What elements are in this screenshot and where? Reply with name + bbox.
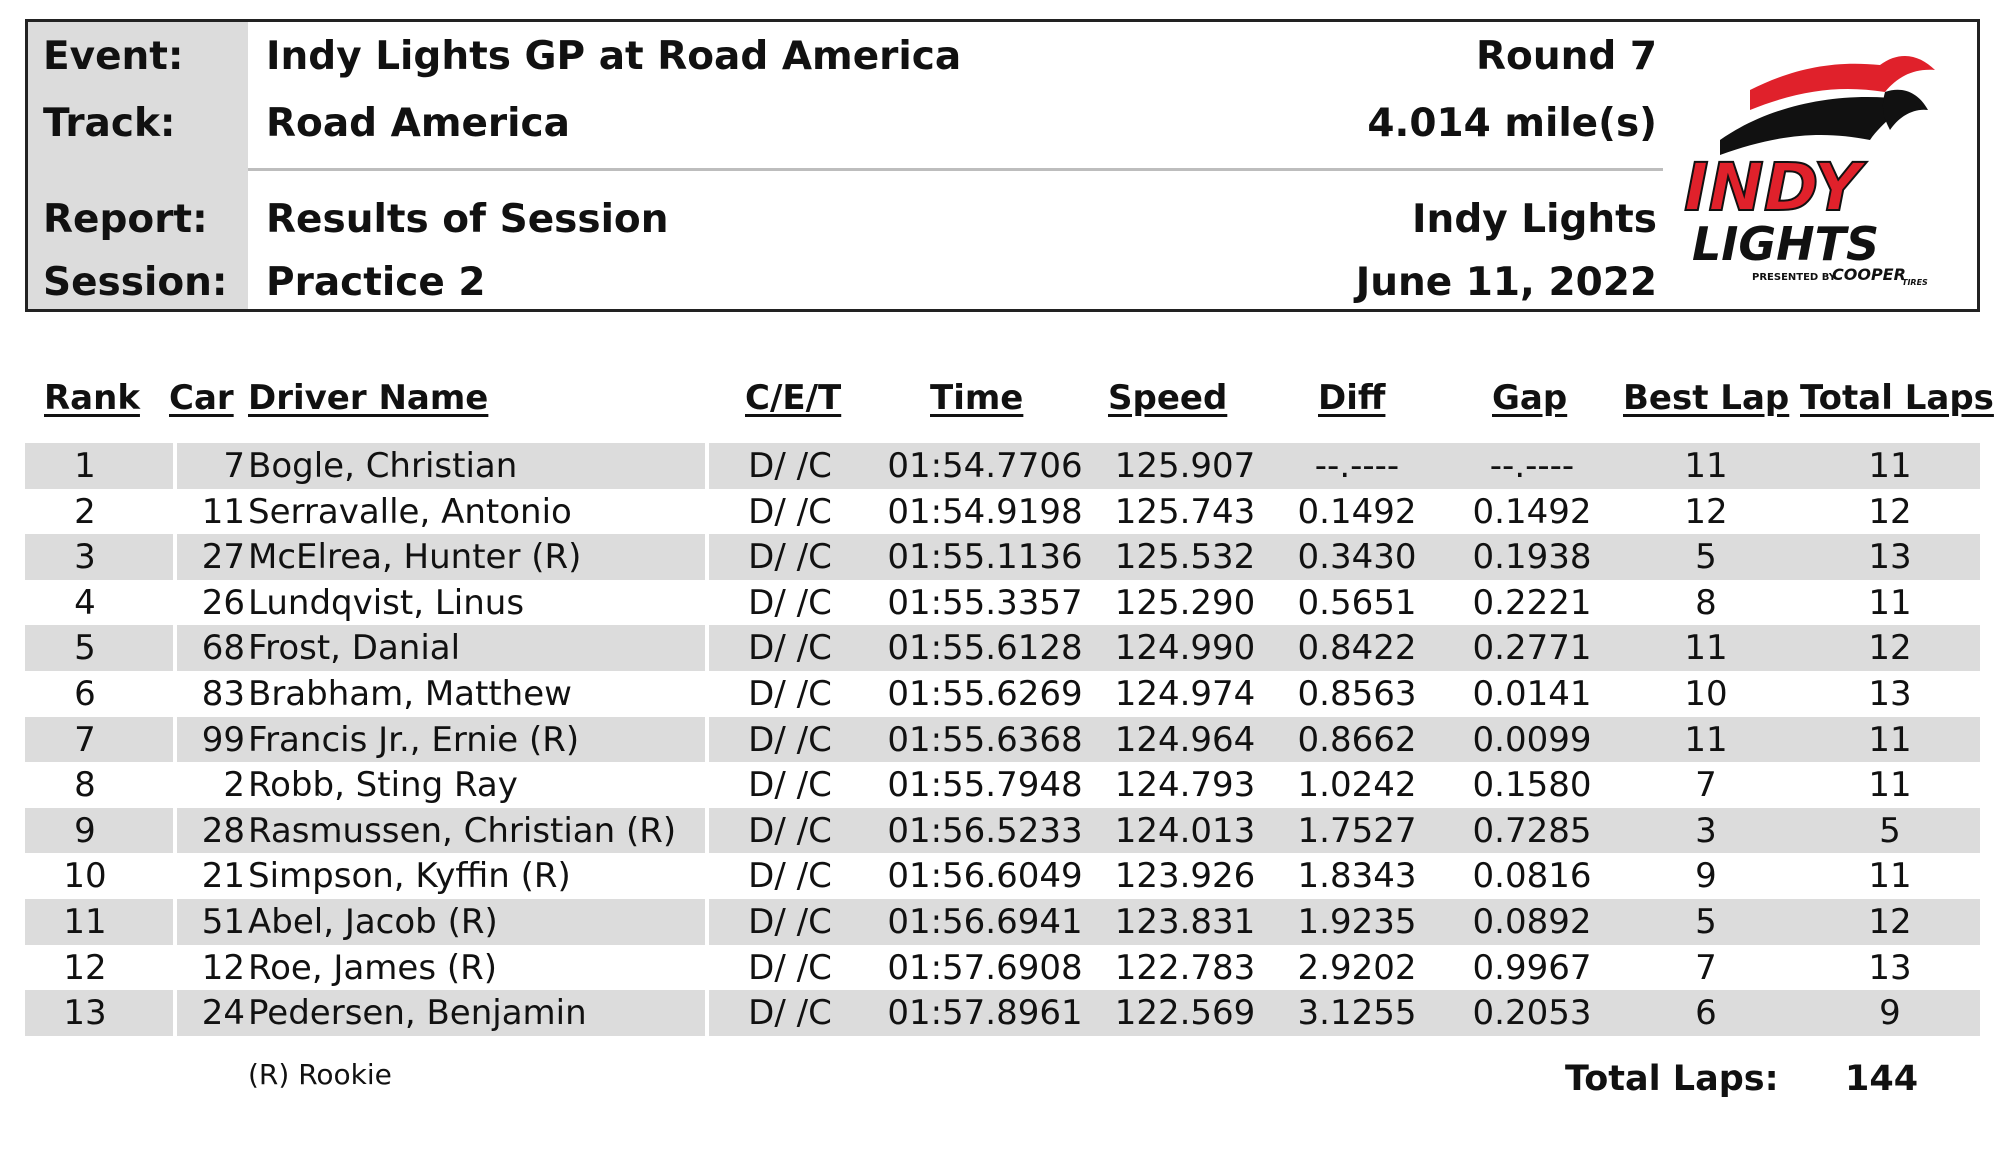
cell-driver: Frost, Danial <box>248 628 461 669</box>
cell-gap: 0.0141 <box>1472 673 1592 714</box>
logo-presented-text: PRESENTED BY <box>1752 272 1837 283</box>
table-row <box>25 443 1980 489</box>
cell-best-lap: 11 <box>1684 719 1728 760</box>
cell-time: 01:55.3357 <box>887 582 1083 623</box>
cell-driver: Serravalle, Antonio <box>248 491 572 532</box>
col-header-car: Car <box>169 378 234 418</box>
cell-speed: 124.013 <box>1114 810 1256 851</box>
cell-diff: 1.9235 <box>1297 901 1417 942</box>
cell-rank: 4 <box>74 582 96 623</box>
logo-sponsor2-text: TIRES <box>1902 278 1928 285</box>
cell-driver: Robb, Sting Ray <box>248 765 518 806</box>
col-header-driver: Driver Name <box>248 378 489 418</box>
cell-speed: 124.793 <box>1114 765 1256 806</box>
track-length: 4.014 mile(s) <box>1367 101 1657 146</box>
cell-time: 01:57.8961 <box>887 993 1083 1034</box>
cell-rank: 6 <box>74 673 96 714</box>
event-label: Event: <box>43 34 184 79</box>
cell-speed: 123.831 <box>1114 901 1256 942</box>
col-header-cet: C/E/T <box>745 378 842 418</box>
cell-driver: Simpson, Kyffin (R) <box>248 856 571 897</box>
col-header-speed: Speed <box>1108 378 1228 418</box>
cell-gap: 0.2221 <box>1472 582 1592 623</box>
col-header-best-lap: Best Lap <box>1623 378 1790 418</box>
cell-speed: 125.743 <box>1114 491 1256 532</box>
cell-car: 12 <box>201 947 245 988</box>
cell-car: 68 <box>201 628 245 669</box>
cell-cet: D/ /C <box>748 947 832 988</box>
cell-driver: Rasmussen, Christian (R) <box>248 810 677 851</box>
report-label: Report: <box>43 197 208 242</box>
cell-total-laps: 11 <box>1868 582 1912 623</box>
cell-time: 01:56.6049 <box>887 856 1083 897</box>
cell-rank: 3 <box>74 537 96 578</box>
table-row <box>25 580 1980 626</box>
cell-rank: 8 <box>74 765 96 806</box>
results-table <box>25 443 1980 1036</box>
cell-diff: 0.3430 <box>1297 537 1417 578</box>
cell-best-lap: 11 <box>1684 446 1728 486</box>
cell-cet: D/ /C <box>748 765 832 806</box>
cell-gap: 0.1492 <box>1472 491 1592 532</box>
cell-cet: D/ /C <box>748 993 832 1034</box>
cell-time: 01:54.7706 <box>887 446 1083 486</box>
table-row <box>25 990 1980 1036</box>
cell-total-laps: 12 <box>1868 628 1912 669</box>
cell-cet: D/ /C <box>748 719 832 760</box>
event-value: Indy Lights GP at Road America <box>266 34 962 79</box>
col-header-total-laps: Total Laps <box>1800 378 1994 418</box>
table-row <box>25 808 1980 854</box>
cell-diff: 0.5651 <box>1297 582 1417 623</box>
cell-car: 27 <box>201 537 245 578</box>
cell-diff: 0.8563 <box>1297 673 1417 714</box>
cell-car: 2 <box>223 765 245 806</box>
cell-diff: 0.8662 <box>1297 719 1417 760</box>
cell-gap: 0.7285 <box>1472 810 1592 851</box>
cell-driver: Roe, James (R) <box>248 947 498 988</box>
cell-car: 99 <box>201 719 245 760</box>
cell-car: 11 <box>201 491 245 532</box>
table-row <box>25 671 1980 717</box>
total-laps-value: 144 <box>1845 1059 1919 1099</box>
logo-lights-text: LIGHTS <box>1692 217 1880 271</box>
cell-speed: 125.290 <box>1114 582 1256 623</box>
cell-gap: 0.1938 <box>1472 537 1592 578</box>
cell-driver: Bogle, Christian <box>248 446 518 486</box>
table-row <box>25 945 1980 991</box>
series-name: Indy Lights <box>1412 197 1657 242</box>
cell-diff: --.---- <box>1314 446 1400 486</box>
cell-cet: D/ /C <box>748 446 832 486</box>
cell-time: 01:57.6908 <box>887 947 1083 988</box>
header-divider <box>248 168 1663 171</box>
cell-best-lap: 7 <box>1695 765 1717 806</box>
cell-time: 01:54.9198 <box>887 491 1083 532</box>
cell-cet: D/ /C <box>748 673 832 714</box>
cell-car: 28 <box>201 810 245 851</box>
cell-driver: Abel, Jacob (R) <box>248 901 498 942</box>
cell-total-laps: 12 <box>1868 491 1912 532</box>
logo-sponsor-text: COOPER <box>1832 265 1906 284</box>
cell-speed: 125.532 <box>1114 537 1256 578</box>
cell-speed: 125.907 <box>1114 446 1256 486</box>
cell-best-lap: 5 <box>1695 537 1717 578</box>
col-header-gap: Gap <box>1492 378 1568 418</box>
cell-best-lap: 9 <box>1695 856 1717 897</box>
cell-rank: 2 <box>74 491 96 532</box>
cell-gap: 0.9967 <box>1472 947 1592 988</box>
cell-total-laps: 13 <box>1868 537 1912 578</box>
session-value: Practice 2 <box>266 260 486 305</box>
table-row <box>25 899 1980 945</box>
cell-speed: 124.964 <box>1114 719 1256 760</box>
cell-best-lap: 8 <box>1695 582 1717 623</box>
cell-best-lap: 6 <box>1695 993 1717 1034</box>
cell-gap: 0.0099 <box>1472 719 1592 760</box>
cell-car: 7 <box>223 446 245 486</box>
col-header-time: Time <box>930 378 1024 418</box>
cell-time: 01:55.1136 <box>887 537 1083 578</box>
cell-rank: 11 <box>63 901 107 942</box>
cell-diff: 0.8422 <box>1297 628 1417 669</box>
indy-lights-logo-graphic <box>1680 30 1950 285</box>
cell-rank: 7 <box>74 719 96 760</box>
cell-total-laps: 11 <box>1868 446 1912 486</box>
cell-car: 24 <box>201 993 245 1034</box>
session-date: June 11, 2022 <box>1355 260 1657 305</box>
session-label: Session: <box>43 260 228 305</box>
cell-cet: D/ /C <box>748 901 832 942</box>
cell-car: 26 <box>201 582 245 623</box>
cell-driver: Brabham, Matthew <box>248 673 572 714</box>
cell-time: 01:56.5233 <box>887 810 1083 851</box>
cell-total-laps: 11 <box>1868 719 1912 760</box>
cell-cet: D/ /C <box>748 537 832 578</box>
cell-time: 01:55.6128 <box>887 628 1083 669</box>
cell-time: 01:55.7948 <box>887 765 1083 806</box>
cell-driver: Pedersen, Benjamin <box>248 993 587 1034</box>
cell-total-laps: 11 <box>1868 856 1912 897</box>
cell-driver: McElrea, Hunter (R) <box>248 537 582 578</box>
cell-speed: 122.569 <box>1114 993 1256 1034</box>
logo-indy-text: INDY <box>1684 149 1862 226</box>
cell-driver: Francis Jr., Ernie (R) <box>248 719 580 760</box>
cell-cet: D/ /C <box>748 810 832 851</box>
cell-gap: 0.2771 <box>1472 628 1592 669</box>
cell-cet: D/ /C <box>748 582 832 623</box>
cell-driver: Lundqvist, Linus <box>248 582 525 623</box>
cell-best-lap: 7 <box>1695 947 1717 988</box>
table-row <box>25 717 1980 763</box>
cell-best-lap: 5 <box>1695 901 1717 942</box>
cell-gap: 0.0892 <box>1472 901 1592 942</box>
table-row <box>25 853 1980 899</box>
cell-speed: 124.990 <box>1114 628 1256 669</box>
cell-total-laps: 13 <box>1868 673 1912 714</box>
report-value: Results of Session <box>266 197 669 242</box>
track-value: Road America <box>266 101 570 146</box>
cell-rank: 13 <box>63 993 107 1034</box>
cell-speed: 124.974 <box>1114 673 1256 714</box>
cell-rank: 1 <box>74 446 96 486</box>
cell-rank: 12 <box>63 947 107 988</box>
table-row <box>25 534 1980 580</box>
table-row <box>25 762 1980 808</box>
cell-time: 01:55.6368 <box>887 719 1083 760</box>
cell-car: 83 <box>201 673 245 714</box>
cell-total-laps: 5 <box>1879 810 1901 851</box>
round-value: Round 7 <box>1476 34 1657 79</box>
track-label: Track: <box>43 101 176 146</box>
cell-diff: 2.9202 <box>1297 947 1417 988</box>
cell-rank: 10 <box>63 856 107 897</box>
cell-diff: 0.1492 <box>1297 491 1417 532</box>
table-row <box>25 625 1980 671</box>
cell-best-lap: 3 <box>1695 810 1717 851</box>
cell-car: 21 <box>201 856 245 897</box>
total-laps-label: Total Laps: <box>1565 1059 1779 1099</box>
cell-cet: D/ /C <box>748 491 832 532</box>
cell-time: 01:56.6941 <box>887 901 1083 942</box>
rookie-note: (R) Rookie <box>248 1058 392 1091</box>
cell-gap: --.---- <box>1489 446 1575 486</box>
cell-diff: 3.1255 <box>1297 993 1417 1034</box>
cell-rank: 9 <box>74 810 96 851</box>
cell-speed: 122.783 <box>1114 947 1256 988</box>
table-row <box>25 489 1980 535</box>
cell-total-laps: 13 <box>1868 947 1912 988</box>
cell-speed: 123.926 <box>1114 856 1256 897</box>
cell-total-laps: 11 <box>1868 765 1912 806</box>
cell-diff: 1.7527 <box>1297 810 1417 851</box>
cell-best-lap: 11 <box>1684 628 1728 669</box>
cell-gap: 0.0816 <box>1472 856 1592 897</box>
cell-cet: D/ /C <box>748 856 832 897</box>
col-header-diff: Diff <box>1318 378 1386 418</box>
cell-car: 51 <box>201 901 245 942</box>
col-header-rank: Rank <box>44 378 140 418</box>
cell-rank: 5 <box>74 628 96 669</box>
cell-total-laps: 9 <box>1879 993 1901 1034</box>
cell-cet: D/ /C <box>748 628 832 669</box>
cell-diff: 1.0242 <box>1297 765 1417 806</box>
cell-best-lap: 12 <box>1684 491 1728 532</box>
cell-gap: 0.1580 <box>1472 765 1592 806</box>
cell-time: 01:55.6269 <box>887 673 1083 714</box>
cell-diff: 1.8343 <box>1297 856 1417 897</box>
cell-best-lap: 10 <box>1684 673 1728 714</box>
cell-gap: 0.2053 <box>1472 993 1592 1034</box>
indy-lights-logo <box>1680 30 1950 285</box>
cell-total-laps: 12 <box>1868 901 1912 942</box>
